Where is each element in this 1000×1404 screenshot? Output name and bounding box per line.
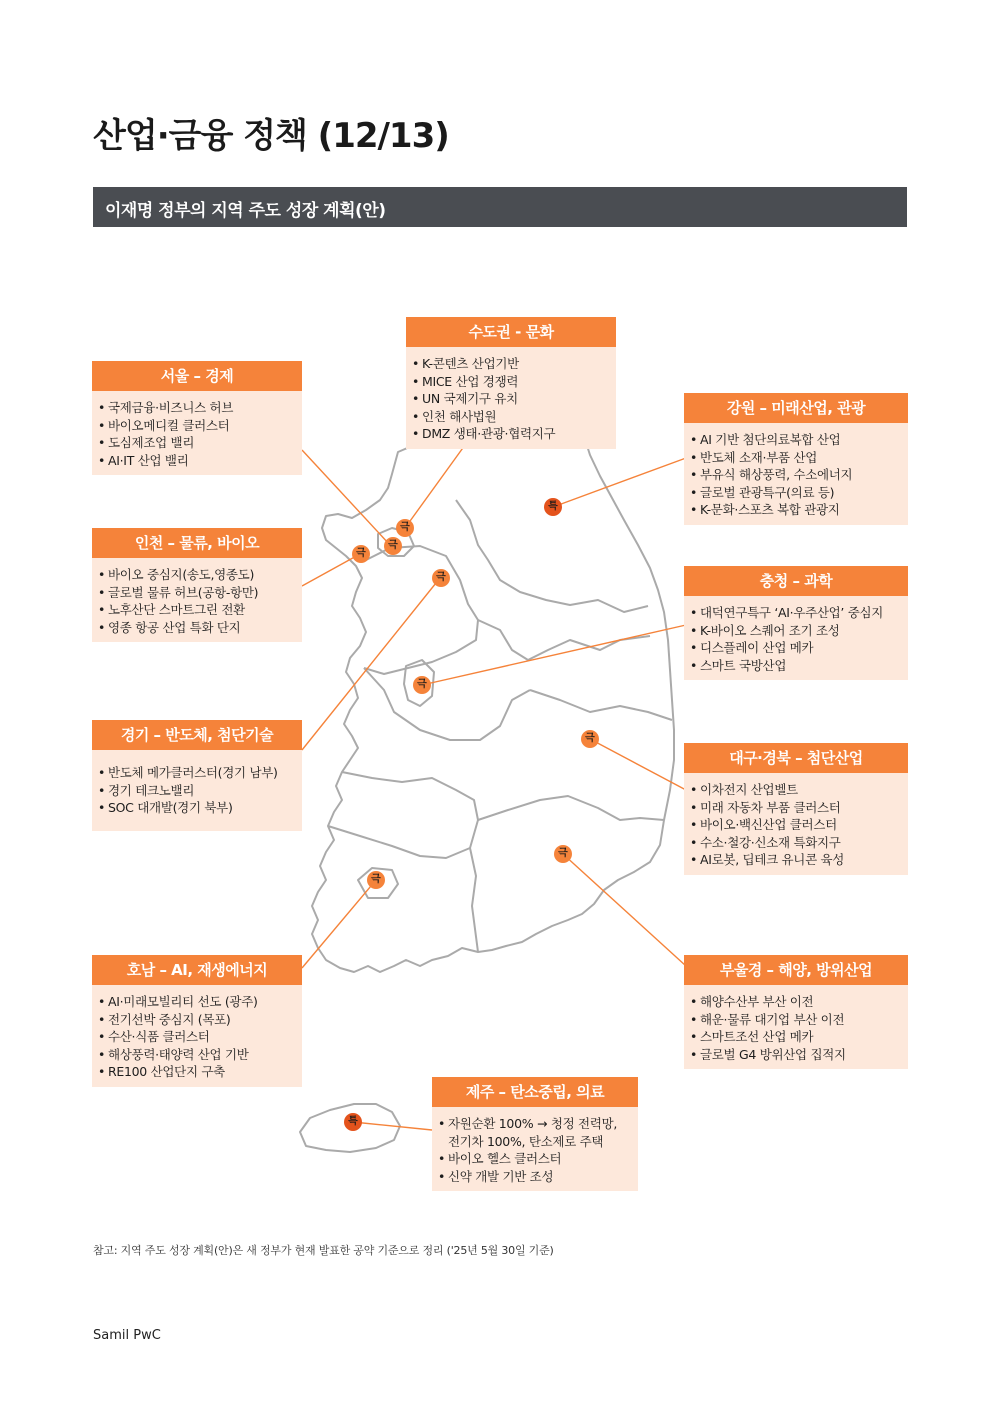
border-gangwon <box>456 500 648 612</box>
list-item: • 수산·식품 클러스터 <box>98 1028 296 1046</box>
region-items <box>684 423 908 525</box>
list-item: • 신약 개발 기반 조성 <box>438 1168 632 1186</box>
list-item: • DMZ 생태·관광·협력지구 <box>412 425 610 443</box>
region-items <box>406 347 616 449</box>
list-item: • 영종 항공 산업 특화 단지 <box>98 619 296 637</box>
list-item: • 디스플레이 산업 메카 <box>690 639 902 657</box>
region-header: 수도권 - 문화 <box>406 317 616 347</box>
region-items <box>684 773 908 875</box>
connector-gangwon <box>553 458 686 507</box>
region-incheon <box>92 528 302 642</box>
border-gyeongbuk <box>530 690 672 720</box>
subtitle-text: 이재명 정부의 지역 주도 성장 계획(안) <box>105 201 386 221</box>
list-item: • 노후산단 스마트그린 전환 <box>98 601 296 619</box>
geuk-marker: 극 <box>581 730 599 748</box>
connector-seoul <box>302 450 390 545</box>
geuk-marker: 극 <box>554 845 572 863</box>
region-header: 제주 – 탄소중립, 의료 <box>432 1077 638 1107</box>
region-items <box>92 558 302 642</box>
region-header: 경기 – 반도체, 첨단기술 <box>92 720 302 750</box>
list-item: • 스마트 국방산업 <box>690 657 902 675</box>
list-item: • 부유식 해상풍력, 수소에너지 <box>690 466 902 484</box>
list-item: • AI·미래모빌리티 선도 (광주) <box>98 993 296 1011</box>
region-header: 강원 – 미래산업, 관광 <box>684 393 908 423</box>
page-title: 산업·금융 정책 (12/13) <box>93 116 449 156</box>
list-item: • 도심제조업 밸리 <box>98 434 296 452</box>
list-item: • K-문화·스포츠 복합 관광지 <box>690 501 902 519</box>
region-jeju <box>432 1077 638 1191</box>
teuk-marker: 특 <box>344 1113 362 1131</box>
list-item: • 경기 테크노밸리 <box>98 782 296 800</box>
region-header: 충청 – 과학 <box>684 566 908 596</box>
list-item: • 국제금융·비즈니스 허브 <box>98 399 296 417</box>
region-chungcheong <box>684 566 908 680</box>
region-items <box>684 985 908 1069</box>
list-item: • 반도체 메가클러스터(경기 남부) <box>98 764 296 782</box>
list-item: • 해양수산부 부산 이전 <box>690 993 902 1011</box>
region-header: 부울경 – 해양, 방위산업 <box>684 955 908 985</box>
region-items <box>92 750 302 831</box>
list-item: • RE100 산업단지 구축 <box>98 1063 296 1081</box>
region-header: 인천 – 물류, 바이오 <box>92 528 302 558</box>
list-item: • AI 기반 첨단의료복합 산업 <box>690 431 902 449</box>
geuk-marker: 극 <box>413 676 431 694</box>
list-item: • AI·IT 산업 밸리 <box>98 452 296 470</box>
list-item: • UN 국제기구 유치 <box>412 390 610 408</box>
border-jeonnam <box>328 826 470 858</box>
region-items <box>92 391 302 475</box>
list-item: • 대덕연구특구 ‘AI·우주산업’ 중심지 <box>690 604 902 622</box>
connector-jeju <box>353 1122 432 1130</box>
list-item: • AI로봇, 딥테크 유니콘 육성 <box>690 851 902 869</box>
border-chungbuk <box>478 620 650 660</box>
list-item: • 수소·철강·신소재 특화지구 <box>690 834 902 852</box>
list-item: • MICE 산업 경쟁력 <box>412 373 610 391</box>
geuk-marker: 극 <box>384 537 402 555</box>
list-item: 전기차 100%, 탄소제로 주택 <box>448 1133 604 1149</box>
border-jeolla <box>342 772 478 952</box>
geuk-marker: 극 <box>352 545 370 563</box>
brand-footer: Samil PwC <box>93 1328 161 1343</box>
list-item: • 글로벌 물류 허브(공항-항만) <box>98 584 296 602</box>
connector-daegu <box>590 739 686 790</box>
connector-honam <box>302 880 376 968</box>
region-items <box>684 596 908 680</box>
connector-sudogwon <box>405 445 465 528</box>
region-items <box>92 985 302 1087</box>
list-item: • 해상풍력·태양력 산업 기반 <box>98 1046 296 1064</box>
geuk-marker: 극 <box>432 569 450 587</box>
list-item: • 글로벌 G4 방위산업 집적지 <box>690 1046 902 1064</box>
list-item: • 스마트조선 산업 메카 <box>690 1028 902 1046</box>
list-item: • K-바이오 스퀘어 조기 조성 <box>690 622 902 640</box>
region-header: 대구·경북 – 첨단산업 <box>684 743 908 773</box>
teuk-marker: 특 <box>544 498 562 516</box>
connector-chungcheong <box>422 625 686 685</box>
region-sudogwon <box>406 317 616 449</box>
list-item: • 바이오 중심지(송도,영종도) <box>98 566 296 584</box>
region-header: 서울 – 경제 <box>92 361 302 391</box>
region-items <box>432 1107 638 1191</box>
region-honam <box>92 955 302 1087</box>
region-header: 호남 – AI, 재생에너지 <box>92 955 302 985</box>
list-item: • 이차전지 산업벨트 <box>690 781 902 799</box>
list-item: • 해운·물류 대기업 부산 이전 <box>690 1011 902 1029</box>
connector-buulgyeong <box>563 854 686 966</box>
connector-gyeonggi <box>302 578 440 750</box>
list-item: • 미래 자동차 부품 클러스터 <box>690 799 902 817</box>
geuk-marker: 극 <box>367 871 385 889</box>
geuk-marker: 극 <box>396 519 414 537</box>
region-seoul <box>92 361 302 475</box>
border-gyeongnam <box>478 796 664 820</box>
list-item: • 글로벌 관광특구(의료 등) <box>690 484 902 502</box>
list-item: • 전기선박 중심지 (목포) <box>98 1011 296 1029</box>
region-daegu-gyeongbuk <box>684 743 908 875</box>
list-item: • 바이오 헬스 클러스터 <box>438 1150 632 1168</box>
footnote: 참고: 지역 주도 성장 계획(안)은 새 정부가 현재 발표한 공약 기준으로 정리 ('25년 5월 30일 기준) <box>93 1244 554 1257</box>
list-item: • 바이오메디컬 클러스터 <box>98 417 296 435</box>
list-item: • K-콘텐츠 산업기반 <box>412 355 610 373</box>
border-gyeonggi <box>364 546 478 674</box>
list-item: • 자원순환 100% → 청정 전력망, <box>438 1115 632 1133</box>
region-gyeonggi <box>92 720 302 831</box>
list-item: • 인천 해사법원 <box>412 408 610 426</box>
list-item: • 반도체 소재·부품 산업 <box>690 449 902 467</box>
region-buulgyeong <box>684 955 908 1069</box>
list-item: • 바이오·백신산업 클러스터 <box>690 816 902 834</box>
region-gangwon <box>684 393 908 525</box>
connector-incheon <box>302 554 360 586</box>
mainland-outline <box>312 392 674 972</box>
list-item: • SOC 대개발(경기 북부) <box>98 799 296 817</box>
